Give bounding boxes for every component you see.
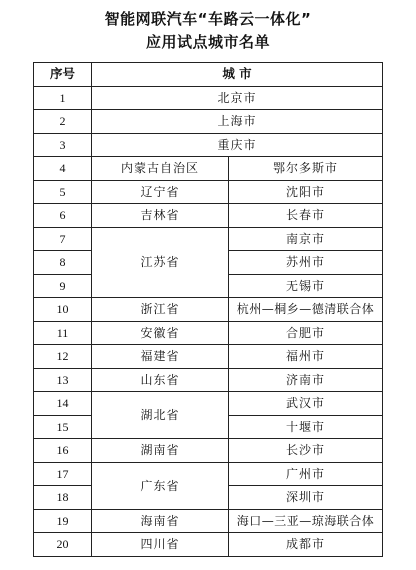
table-row xyxy=(34,509,383,533)
table-row xyxy=(34,227,383,251)
row-city: 南京市 xyxy=(229,227,383,251)
table-row xyxy=(34,157,383,181)
row-city: 深圳市 xyxy=(229,486,383,510)
row-seq: 12 xyxy=(34,345,92,369)
row-province: 内蒙古自治区 xyxy=(92,157,229,181)
table-row xyxy=(34,439,383,463)
row-seq: 6 xyxy=(34,204,92,228)
table-row xyxy=(34,392,383,416)
table-row xyxy=(34,110,383,134)
row-seq: 1 xyxy=(34,86,92,110)
row-province: 浙江省 xyxy=(92,298,229,322)
row-seq: 17 xyxy=(34,462,92,486)
row-seq: 14 xyxy=(34,392,92,416)
row-seq: 5 xyxy=(34,180,92,204)
row-city: 长沙市 xyxy=(229,439,383,463)
row-province: 江苏省 xyxy=(92,227,229,298)
row-city: 海口—三亚—琼海联合体 xyxy=(229,509,383,533)
row-seq: 4 xyxy=(34,157,92,181)
row-province: 福建省 xyxy=(92,345,229,369)
row-province: 吉林省 xyxy=(92,204,229,228)
row-city: 广州市 xyxy=(229,462,383,486)
pilot-city-table xyxy=(33,62,383,557)
row-city: 济南市 xyxy=(229,368,383,392)
row-city: 无锡市 xyxy=(229,274,383,298)
row-seq: 7 xyxy=(34,227,92,251)
row-city: 合肥市 xyxy=(229,321,383,345)
row-seq: 15 xyxy=(34,415,92,439)
row-seq: 9 xyxy=(34,274,92,298)
table-row xyxy=(34,462,383,486)
row-seq: 16 xyxy=(34,439,92,463)
row-province: 海南省 xyxy=(92,509,229,533)
table-row xyxy=(34,204,383,228)
row-seq: 13 xyxy=(34,368,92,392)
document-title: 智能网联汽车“车路云一体化” xyxy=(104,10,312,28)
table-row xyxy=(34,533,383,557)
row-city: 重庆市 xyxy=(92,133,383,157)
row-city: 武汉市 xyxy=(229,392,383,416)
row-seq: 11 xyxy=(34,321,92,345)
row-province: 广东省 xyxy=(92,462,229,509)
table-header-row xyxy=(34,63,383,87)
row-city: 长春市 xyxy=(229,204,383,228)
row-seq: 20 xyxy=(34,533,92,557)
row-province: 山东省 xyxy=(92,368,229,392)
table-row xyxy=(34,368,383,392)
row-city: 十堰市 xyxy=(229,415,383,439)
table-row xyxy=(34,345,383,369)
header-seq: 序号 xyxy=(34,63,92,87)
row-province: 湖南省 xyxy=(92,439,229,463)
row-province: 四川省 xyxy=(92,533,229,557)
header-city: 城 市 xyxy=(92,63,383,87)
row-seq: 3 xyxy=(34,133,92,157)
row-city: 杭州—桐乡—德清联合体 xyxy=(229,298,383,322)
table-row xyxy=(34,180,383,204)
row-seq: 8 xyxy=(34,251,92,275)
row-seq: 19 xyxy=(34,509,92,533)
row-seq: 2 xyxy=(34,110,92,134)
table-row xyxy=(34,321,383,345)
table-row xyxy=(34,133,383,157)
row-city: 北京市 xyxy=(92,86,383,110)
row-city: 沈阳市 xyxy=(229,180,383,204)
row-province: 安徽省 xyxy=(92,321,229,345)
table-row xyxy=(34,86,383,110)
row-province: 湖北省 xyxy=(92,392,229,439)
row-province: 辽宁省 xyxy=(92,180,229,204)
row-city: 苏州市 xyxy=(229,251,383,275)
row-seq: 10 xyxy=(34,298,92,322)
row-city: 成都市 xyxy=(229,533,383,557)
row-seq: 18 xyxy=(34,486,92,510)
row-city: 鄂尔多斯市 xyxy=(229,157,383,181)
row-city: 福州市 xyxy=(229,345,383,369)
document-subtitle: 应用试点城市名单 xyxy=(145,33,270,51)
row-city: 上海市 xyxy=(92,110,383,134)
table-row xyxy=(34,298,383,322)
